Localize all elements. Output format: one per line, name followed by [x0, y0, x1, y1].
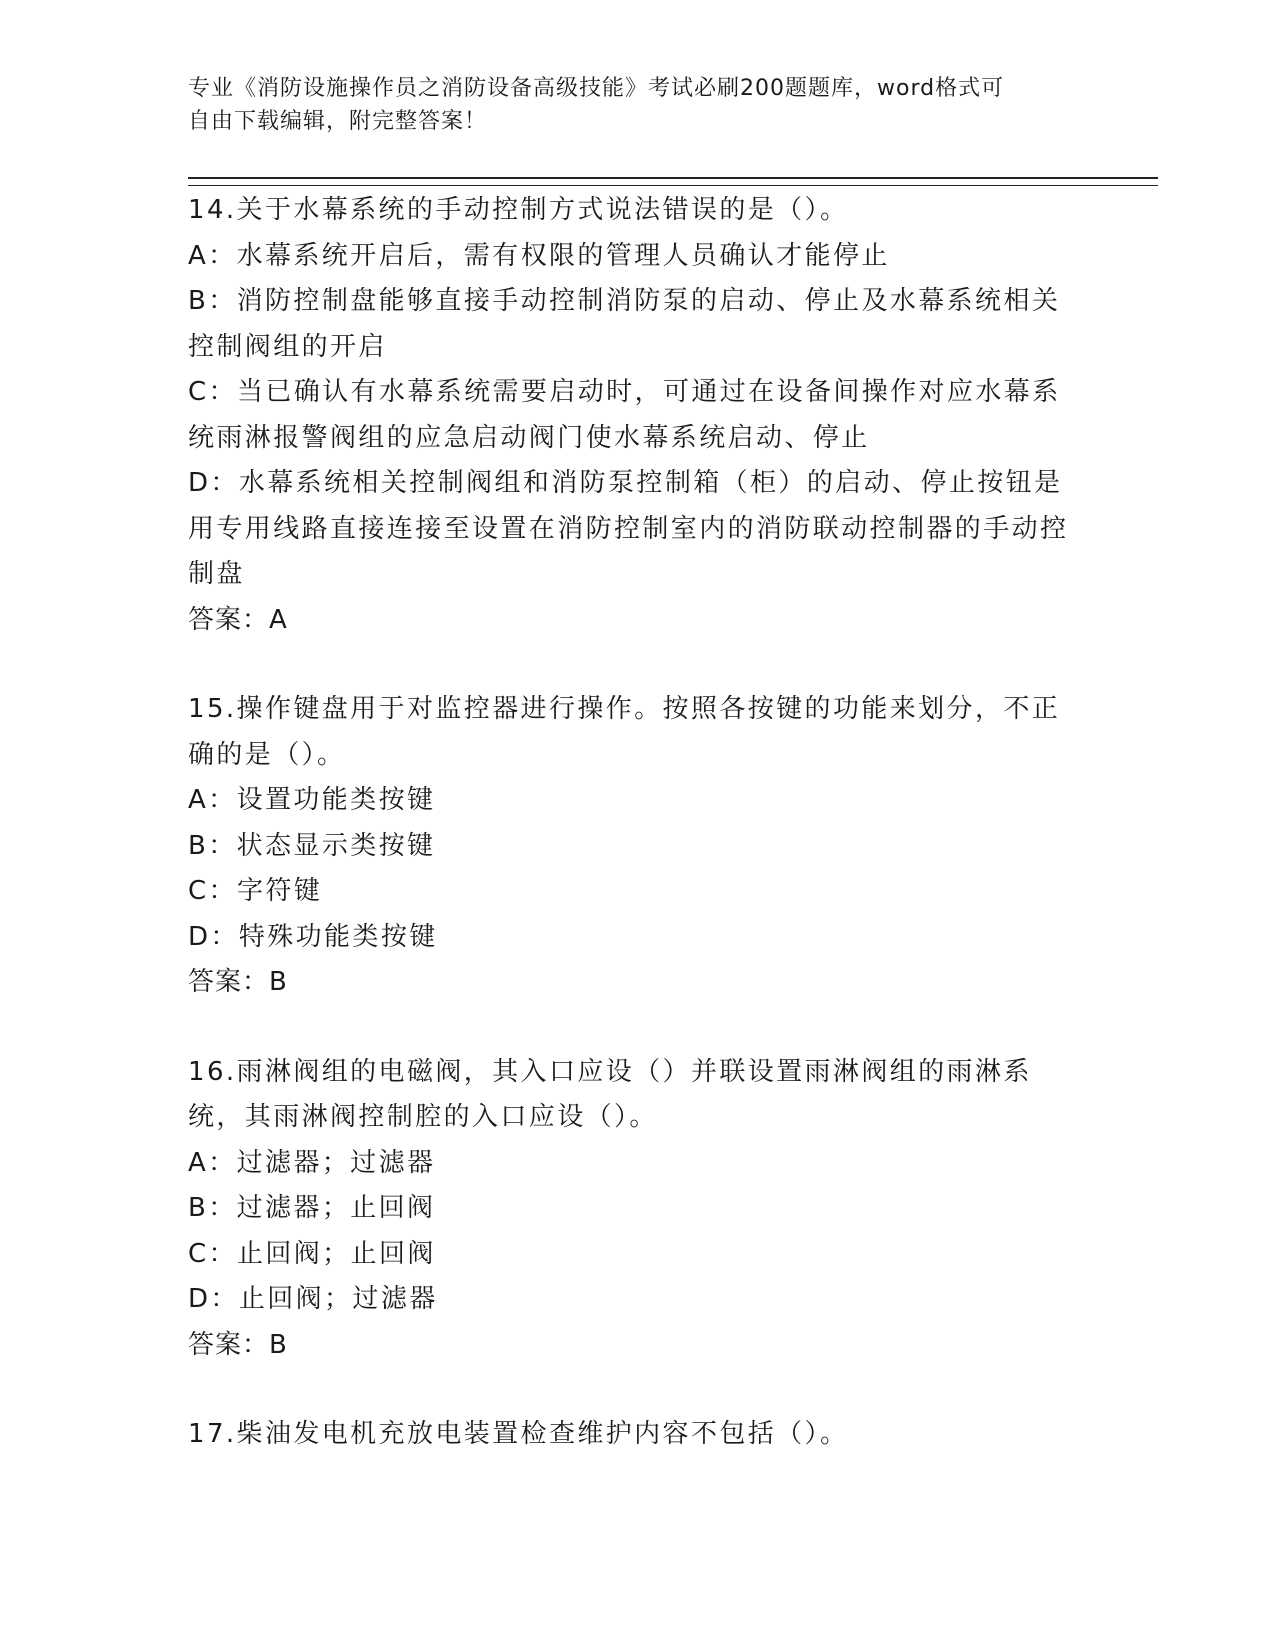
header-line-1: 专业《消防设施操作员之消防设备高级技能》考试必刷200题题库，word格式可	[188, 76, 1005, 101]
option-a: A：设置功能类按键	[188, 785, 436, 815]
option-a: A：水幕系统开启后，需有权限的管理人员确认才能停止	[188, 240, 890, 271]
header-note	[188, 72, 1068, 138]
question-16	[188, 1050, 1078, 1369]
option-a: A：过滤器；过滤器	[188, 1147, 436, 1178]
question-stem: 14.关于水幕系统的手动控制方式说法错误的是（）。	[188, 195, 849, 225]
option-d: D：特殊功能类按键	[188, 921, 438, 952]
option-c: C：当已确认有水幕系统需要启动时，可通过在设备间操作对应水幕系统雨淋报警阀组的应急启动阀门使水幕系统启动、停止	[188, 377, 1061, 453]
option-d: D：水幕系统相关控制阀组和消防泵控制箱（柜）的启动、停止按钮是用专用线路直接连接至设置在消防控制室内的消防联动控制器的手动控制盘	[188, 468, 1069, 589]
option-b: B：状态显示类按键	[188, 830, 436, 861]
option-b: B：过滤器；止回阀	[188, 1193, 436, 1223]
answer-label: 答案：A	[188, 604, 288, 635]
question-14	[188, 188, 1078, 643]
question-list	[188, 188, 1078, 1502]
option-c: C：字符键	[188, 876, 323, 906]
header-divider	[188, 177, 1158, 186]
question-stem: 17.柴油发电机充放电装置检查维护内容不包括（）。	[188, 1419, 849, 1449]
question-15	[188, 687, 1078, 1006]
option-b: B：消防控制盘能够直接手动控制消防泵的启动、停止及水幕系统相关控制阀组的开启	[188, 286, 1061, 362]
question-stem: 16.雨淋阀组的电磁阀，其入口应设（）并联设置雨淋阀组的雨淋系统，其雨淋阀控制腔的入口应设（）。	[188, 1056, 1032, 1132]
header-line-2: 自由下载编辑，附完整答案！	[188, 109, 488, 134]
question-stem: 15.操作键盘用于对监控器进行操作。按照各按键的功能来划分，不正确的是（）。	[188, 694, 1061, 770]
option-c: C：止回阀；止回阀	[188, 1238, 436, 1269]
question-17	[188, 1412, 1078, 1458]
answer-label: 答案：B	[188, 967, 288, 997]
option-d: D：止回阀；过滤器	[188, 1284, 438, 1314]
answer-label: 答案：B	[188, 1329, 288, 1360]
